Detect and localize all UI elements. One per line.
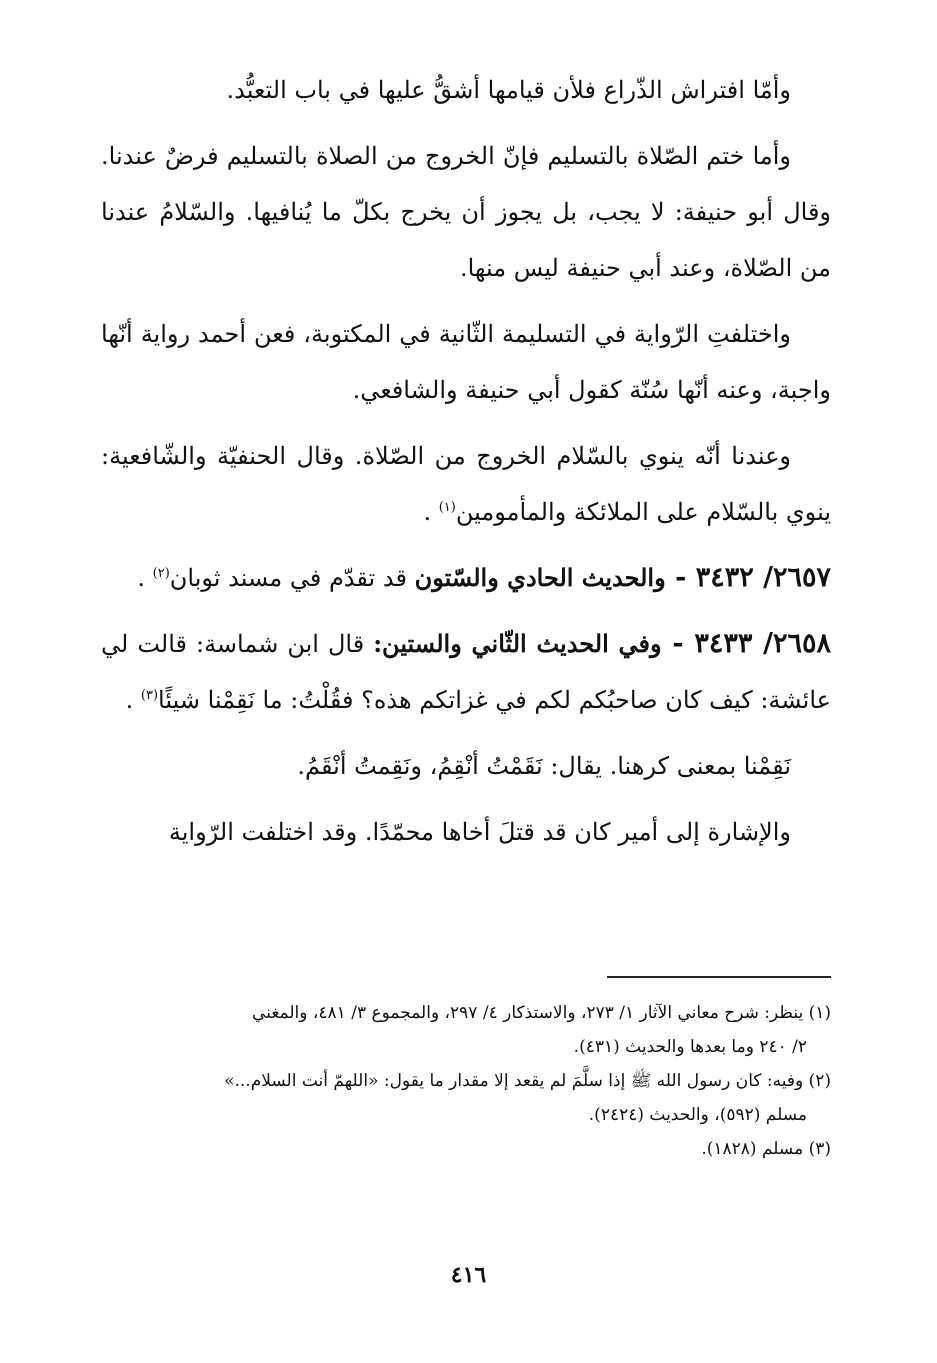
paragraph [101,306,831,418]
paragraph-text: والإشارة إلى أمير كان قد قتلَ أخاها محمّدًا. وقد اختلفت الرّواية [168,818,791,846]
footnote-ref: (٣) [140,688,159,703]
footnotes [101,996,831,1166]
hadith-entry [101,550,831,606]
sentence-end: . [137,564,153,592]
sentence-end: . [125,686,141,714]
paragraph-text: وعندنا أنّه ينوي بالسّلام الخروج من الصّلاة. وقال الحنفيّة والشّافعية: ينوي بالسّلام على الملائكة والمأمومين [101,442,831,526]
sentence-end: . [423,498,439,526]
paragraph-text: نَقِمْنا بمعنى كرهنا. يقال: نَقَمْتُ أنْقِمُ، ونَقِمتُ أنْقَمُ. [297,752,791,780]
hadith-text: قال ابن شماسة: قالت لي عائشة: كيف كان صاحبُكم لكم في غزاتكم هذه؟ فقُلْتُ: ما نَقِمْنا شيئًا [101,630,831,714]
footnote-text: ٢/ ٢٤٠ وما بعدها والحديث (٤٣١). [573,1037,807,1057]
hadith-title: والحديث الحادي والسّتون [414,563,666,592]
hadith-entry [101,616,831,728]
footnote-2-continued [101,1098,831,1132]
paragraph-text: واختلفتِ الرّواية في التسليمة الثّانية في المكتوبة، فعن أحمد رواية أنّها واجبة، وعنه أنّها سُنّة كقول أبي حنيفة والشافعي. [101,320,831,404]
footnote-separator [607,976,831,978]
main-text [101,62,831,870]
footnote-1-continued [101,1030,831,1064]
footnote-3 [101,1132,831,1166]
page-number: ٤١٦ [450,1262,487,1288]
paragraph [101,804,831,860]
footnote-ref: (٢) [152,566,170,581]
paragraph-text: وأما ختم الصّلاة بالتسليم فإنّ الخروج من الصلاة بالتسليم فرضٌ عندنا. وقال أبو حنيفة: لا يجب، بل يجوز أن يخرج بكلّ ما يُنافيها. والسّلامُ عندنا من الصّلاة، وعند أبي حنيفة ليس منها. [101,142,832,282]
footnote-text: (٣) مسلم (١٨٢٨). [701,1139,831,1159]
footnote-text: مسلم (٥٩٢)، والحديث (٢٤٢٤). [588,1105,807,1125]
paragraph [101,128,831,296]
paragraph [101,738,831,794]
hadith-title: وفي الحديث الثّاني والستين: [373,629,662,658]
footnote-ref: (١) [438,500,456,515]
hadith-number: ٢٦٥٨/ ٣٤٣٣ - [661,628,832,659]
paragraph [101,428,831,540]
paragraph-text: وأمّا افتراش الذّراع فلأن قيامها أشقُّ عليها في باب التعبُّد. [226,76,791,104]
hadith-text: قد تقدّم في مسند ثوبان [169,564,415,592]
footnote-text: (٢) وفيه: كان رسول الله ﷺ إذا سلَّمَ لم يقعد إلا مقدار ما يقول: «اللهمّ أنت السلام...» [224,1071,831,1091]
footnote-1 [101,996,831,1030]
footnote-2 [101,1064,831,1098]
hadith-number: ٢٦٥٧/ ٣٤٣٢ - [665,562,831,593]
footnote-text: (١) ينظر: شرح معاني الآثار ١/ ٢٧٣، والاستذكار ٤/ ٢٩٧، والمجموع ٣/ ٤٨١، والمغني [252,1003,831,1023]
paragraph [101,62,831,118]
